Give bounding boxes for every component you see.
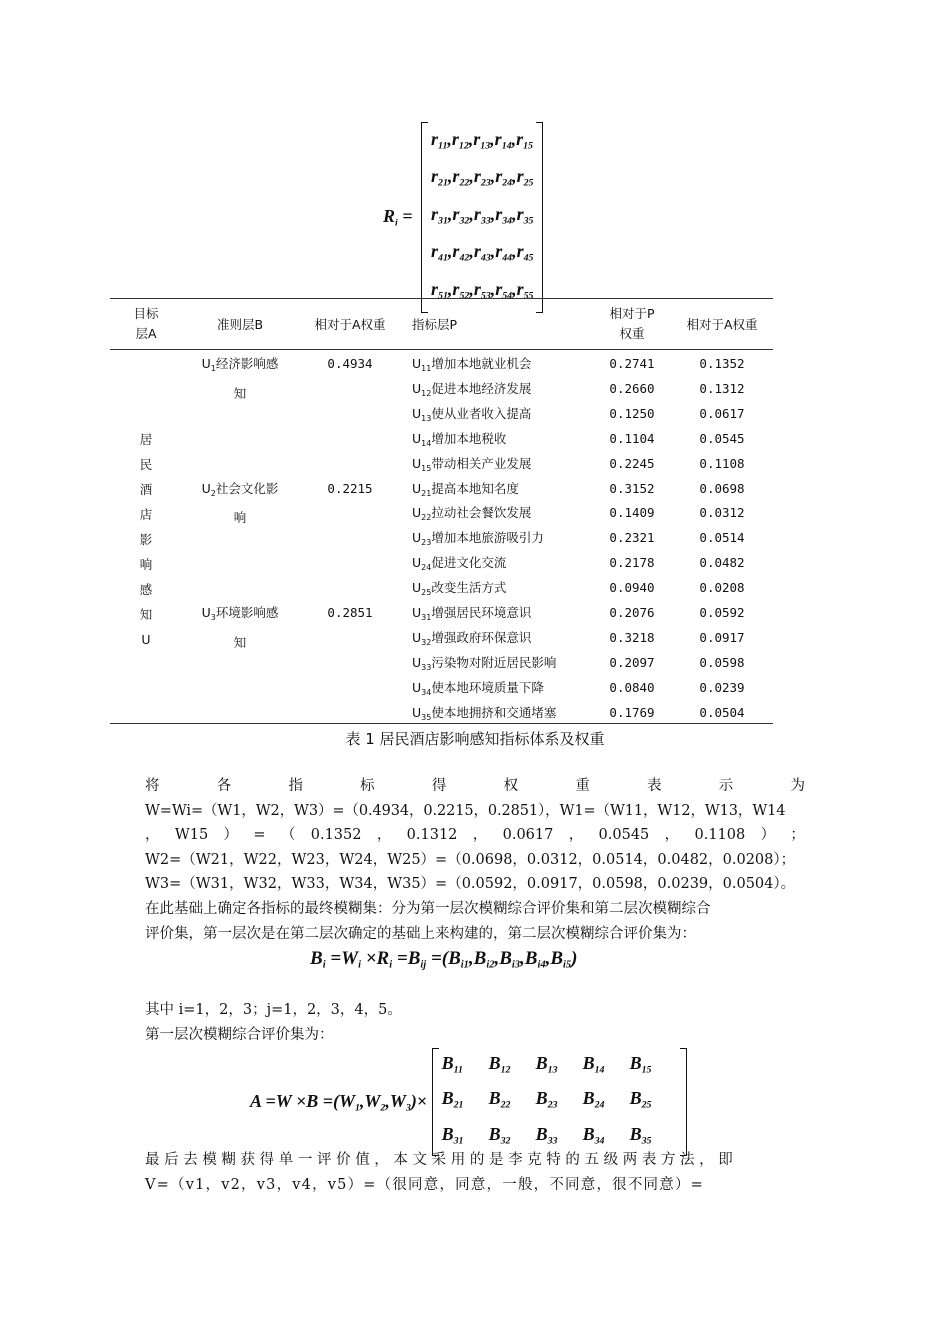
text-token: 0.1108: [694, 827, 746, 844]
criterion-cell: [190, 352, 290, 407]
indicator-weight-a: 0.0545: [699, 430, 745, 446]
indicator-name: $U_{15}$带动相关产业发展: [412, 455, 532, 473]
table-caption: 表 1 居民酒店影响感知指标体系及权重: [345, 730, 605, 748]
text-line-11: V=（v1，v2，v3，v4，v5）=（很同意，同意，一般，不同意，很不同意）=: [145, 1176, 705, 1193]
right-bracket: [536, 122, 543, 313]
matrix-b-entry: $B_{12}$: [488, 1053, 511, 1076]
target-label-char: 居: [139, 431, 153, 447]
target-label: [110, 427, 182, 652]
text-token: ，: [568, 827, 584, 844]
criterion-name-cont: 响: [233, 510, 247, 526]
matrix-b-entry: $B_{15}$: [629, 1053, 652, 1076]
table-body: [110, 350, 773, 723]
matrix-r-entry: $r_{25}$: [516, 166, 534, 189]
matrix-r-entry: $r_{32}$: [452, 203, 470, 227]
indicator-weight-p: 0.1104: [609, 430, 655, 446]
header-indicator: 指标层P: [412, 317, 458, 332]
matrix-r-entry: $r_{55}$: [516, 278, 534, 302]
target-label-char: 影: [139, 531, 153, 547]
criterion-weight: 0.4934: [327, 356, 373, 371]
indicator-name: $U_{13}$使从业者收入提高: [412, 405, 532, 423]
indicator-name: $U_{32}$增强政府环保意识: [412, 629, 532, 647]
indicator-weight-p: 0.2660: [609, 380, 655, 396]
matrix-b-entry: $B_{21}$: [441, 1088, 464, 1111]
matrix-b-row: [442, 1049, 677, 1084]
matrix-r-entry: $r_{45}$: [516, 241, 534, 264]
indicator-weight-p: 0.0840: [609, 679, 655, 695]
matrix-r-entry: $r_{52}$: [452, 278, 470, 302]
target-label-char: U: [141, 631, 151, 647]
matrix-r-entry: $r_{24}$: [495, 166, 513, 189]
matrix-b-entry: $B_{33}$: [535, 1123, 558, 1147]
text-line-6: 在此基础上确定各指标的最终模糊集：分为第一层次模糊综合评价集和第二层次模糊综合: [145, 900, 711, 917]
text-token: ，: [376, 827, 392, 844]
matrix-b-entry: $B_{31}$: [441, 1123, 464, 1147]
matrix-b-entry: $B_{14}$: [582, 1053, 605, 1076]
matrix-b-entry: $B_{35}$: [629, 1123, 652, 1147]
matrix-r-lhs: $R_i$ =: [383, 206, 413, 229]
matrix-r-entry: $r_{15}$: [516, 129, 533, 152]
indicator-name: $U_{14}$增加本地税收: [412, 430, 507, 448]
equation-b: $B_i =W_i \times R_i =B_{ij} =(B_{i1},B_{i2},B_{i3},B_{i4},B_{i5})$: [310, 948, 578, 971]
indicator-weight-p: 0.2178: [609, 555, 655, 571]
indicator-weight-p: 0.2076: [609, 605, 655, 620]
matrix-r-entry: $r_{51}$: [431, 278, 448, 302]
text-token: ）: [223, 827, 239, 844]
matrix-r-entry: $r_{31}$: [431, 203, 448, 227]
matrix-r-equation: [383, 122, 543, 313]
criterion-name-cont: 知: [233, 634, 247, 650]
indicator-weight-p: 0.3152: [609, 480, 655, 496]
matrix-b-entry: $B_{22}$: [488, 1088, 511, 1111]
text-char: 指: [288, 778, 303, 794]
text-line-8: 其中 i=1，2，3；j=1，2，3，4，5。: [145, 1002, 402, 1018]
indicator-name: $U_{33}$污染物对附近居民影响: [412, 654, 557, 672]
text-token: =: [253, 827, 266, 844]
matrix-r-row: $r_{31},r_{32},r_{33},r_{34},r_{35}$: [431, 203, 534, 227]
criterion-cell: [190, 477, 290, 532]
text-line-9: 第一层次模糊综合评价集为：: [145, 1026, 334, 1043]
matrix-r-entry: $r_{41}$: [431, 241, 448, 264]
indicator-weight-a: 0.0312: [699, 505, 745, 521]
indicator-weight-a: 0.1108: [699, 455, 745, 471]
indicator-name: $U_{35}$使本地拥挤和交通堵塞: [412, 704, 557, 722]
text-token: 0.0617: [502, 827, 554, 844]
indicator-weight-a: 0.0239: [699, 679, 745, 695]
indicator-weight-p: 0.1769: [609, 704, 655, 720]
left-bracket: [432, 1048, 439, 1156]
matrix-r-row: $r_{51},r_{52},r_{53},r_{54},r_{55}$: [431, 278, 534, 302]
matrix-r-entry: $r_{34}$: [495, 203, 513, 227]
text-token: 0.1312: [406, 827, 458, 844]
matrix-b-entry: $B_{32}$: [488, 1123, 511, 1147]
target-label-char: 民: [139, 456, 153, 472]
matrix-r-entry: $r_{53}$: [473, 278, 491, 302]
text-char: 示: [718, 778, 734, 794]
target-label-char: 知: [139, 606, 153, 622]
text-token: 0.0545: [598, 827, 650, 844]
text-char: 表: [647, 778, 662, 794]
weights-table: [110, 298, 773, 724]
indicator-weight-a: 0.0482: [699, 555, 745, 571]
matrix-b-entry: $B_{34}$: [582, 1123, 605, 1147]
indicator-name: $U_{12}$促进本地经济发展: [412, 380, 532, 398]
matrix-b-entry: $B_{11}$: [441, 1053, 463, 1076]
text-line-4: W2=（W21，W22，W23，W24，W25）=（0.0698，0.0312，0.0514，0.0482，0.0208）；: [145, 851, 796, 868]
matrix-b-entry: $B_{23}$: [535, 1088, 558, 1111]
text-line-3: [145, 823, 805, 848]
body-paragraph-3: [145, 1148, 805, 1197]
table-header: [110, 299, 773, 350]
text-char: 将: [145, 778, 160, 794]
matrix-r-entry: $r_{43}$: [473, 241, 491, 264]
matrix-r-entry: $r_{22}$: [452, 166, 470, 189]
header-criterion: 准则层B: [216, 317, 264, 332]
criterion-name-cont: 知: [233, 385, 247, 401]
text-token: （: [280, 827, 296, 844]
indicator-name: $U_{24}$促进文化交流: [412, 555, 507, 572]
left-bracket: [421, 122, 428, 313]
indicator-weight-a: 0.0698: [699, 480, 745, 496]
criterion-weight: 0.2215: [327, 480, 373, 496]
indicator-weight-p: 0.2097: [609, 654, 655, 670]
indicator-weight-a: 0.1352: [699, 356, 745, 371]
criterion-name: $U_3$环境影响感: [201, 605, 279, 622]
target-label-char: 响: [139, 556, 153, 572]
text-line-10: 最 后 去 模 糊 获 得 单 一 评 价 值 ， 本 文 采 用 的 是 李 克 特 的 五 级 两 表 方 法 ， 即: [145, 1152, 733, 1168]
criterion-cell: [190, 601, 290, 656]
matrix-r-entry: $r_{33}$: [473, 203, 491, 227]
indicator-name: $U_{22}$拉动社会餐饮发展: [412, 505, 532, 523]
indicator-weight-p: 0.2321: [609, 530, 655, 546]
text-token: ，: [145, 827, 160, 844]
target-label-char: 感: [139, 581, 153, 597]
right-bracket: [680, 1048, 687, 1156]
matrix-r-entry: $r_{42}$: [452, 241, 470, 264]
criterion-weight: 0.2851: [327, 605, 373, 620]
indicator-weight-p: 0.0940: [609, 580, 655, 596]
text-token: ，: [664, 827, 680, 844]
indicator-weight-a: 0.0592: [699, 605, 745, 620]
indicator-weight-a: 0.0514: [699, 530, 745, 546]
criterion-name: $U_1$经济影响感: [201, 356, 279, 373]
text-line-1: [145, 774, 805, 799]
text-line-7: 评价集，第一层次是在第二层次确定的基础上来构建的，第二层次模糊综合评价集为：: [145, 925, 696, 942]
indicator-weight-p: 0.2245: [609, 455, 655, 471]
indicator-weight-a: 0.0208: [699, 580, 745, 596]
header-target: 目标 层A: [133, 306, 159, 341]
indicator-name: $U_{25}$改变生活方式: [412, 580, 507, 597]
indicator-weight-p: 0.2741: [609, 356, 655, 371]
matrix-r: [421, 122, 543, 313]
matrix-b-entry: $B_{25}$: [629, 1088, 652, 1111]
equation-a: $A =W \times B =(W_1,W_2,W_3)\times$ $B_{11}$ $B_{12}$ $B_{13}$ $B_{14}$ $B_{15}$ $B_{21}$ $B_{22}$ $B_{23}$ $B_{24}$ $B_{25}$ $B_{31}$ $B_{32}$ $B_{33}$ $B_{34}$ $B_{35}$: [250, 1048, 687, 1156]
text-char: 得: [431, 778, 447, 794]
matrix-r-entry: $r_{14}$: [494, 129, 512, 152]
text-char: 重: [575, 778, 590, 794]
indicator-weight-a: 0.0504: [699, 704, 745, 720]
matrix-r-entry: $r_{13}$: [473, 129, 491, 152]
target-label-char: 酒: [139, 481, 153, 497]
body-paragraph-1: [145, 774, 805, 946]
matrix-r-entry: $r_{21}$: [431, 166, 448, 189]
text-token: 0.1352: [310, 827, 362, 844]
matrix-r-entry: $r_{11}$: [431, 129, 448, 152]
matrix-b-entry: $B_{24}$: [582, 1088, 605, 1111]
body-paragraph-2: [145, 998, 805, 1047]
text-char: 为: [790, 778, 805, 794]
criterion-name: $U_2$社会文化影: [201, 480, 279, 498]
matrix-r-entry: $r_{12}$: [451, 129, 469, 152]
matrix-r-row: $r_{41},r_{42},r_{43},r_{44},r_{45}$: [431, 241, 534, 264]
text-token: ，: [472, 827, 488, 844]
matrix-r-entry: $r_{23}$: [473, 166, 491, 189]
indicator-weight-a: 0.0917: [699, 629, 745, 645]
header-weight-a: 相对于A权重: [314, 317, 386, 332]
indicator-name: $U_{21}$提高本地知名度: [412, 480, 519, 498]
text-token: ）: [760, 827, 776, 844]
indicator-name: $U_{31}$增强居民环境意识: [412, 605, 532, 622]
header-weight-a2: 相对于A权重: [686, 317, 758, 332]
indicator-name: $U_{34}$使本地环境质量下降: [412, 679, 544, 697]
text-line-5: W3=（W31，W32，W33，W34，W35）=（0.0592，0.0917，0.0598，0.0239，0.0504）。: [145, 876, 796, 893]
indicator-weight-p: 0.1409: [609, 505, 655, 521]
target-label-char: 店: [139, 506, 153, 522]
text-line-2: W=Wi=（W1，W2，W3）=（0.4934，0.2215，0.2851），W1=（W11，W12，W13，W14: [145, 802, 786, 819]
matrix-b: [432, 1048, 687, 1156]
matrix-b-row: [442, 1084, 677, 1119]
text-char: 标: [360, 778, 375, 794]
indicator-name: $U_{23}$增加本地旅游吸引力: [412, 530, 544, 548]
text-token: W15: [174, 827, 209, 844]
indicator-weight-a: 0.0598: [699, 654, 745, 670]
indicator-weight-p: 0.1250: [609, 405, 655, 421]
matrix-r-entry: $r_{35}$: [516, 203, 534, 227]
indicator-weight-p: 0.3218: [609, 629, 655, 645]
header-weight-p: 相对于P 权重: [609, 306, 655, 341]
matrix-r-row: $r_{11},r_{12},r_{13},r_{14},r_{15}$: [431, 129, 533, 152]
matrix-b-entry: $B_{13}$: [535, 1053, 558, 1076]
text-char: 权: [503, 778, 519, 794]
matrix-r-row: $r_{21},r_{22},r_{23},r_{24},r_{25}$: [431, 166, 534, 189]
matrix-r-entry: $r_{44}$: [495, 241, 513, 264]
matrix-r-entry: $r_{54}$: [495, 278, 513, 302]
indicator-weight-a: 0.1312: [699, 380, 745, 396]
indicator-weight-a: 0.0617: [699, 405, 745, 421]
indicator-name: $U_{11}$增加本地就业机会: [412, 356, 532, 373]
text-char: 各: [216, 778, 232, 794]
text-token: ；: [790, 827, 805, 844]
